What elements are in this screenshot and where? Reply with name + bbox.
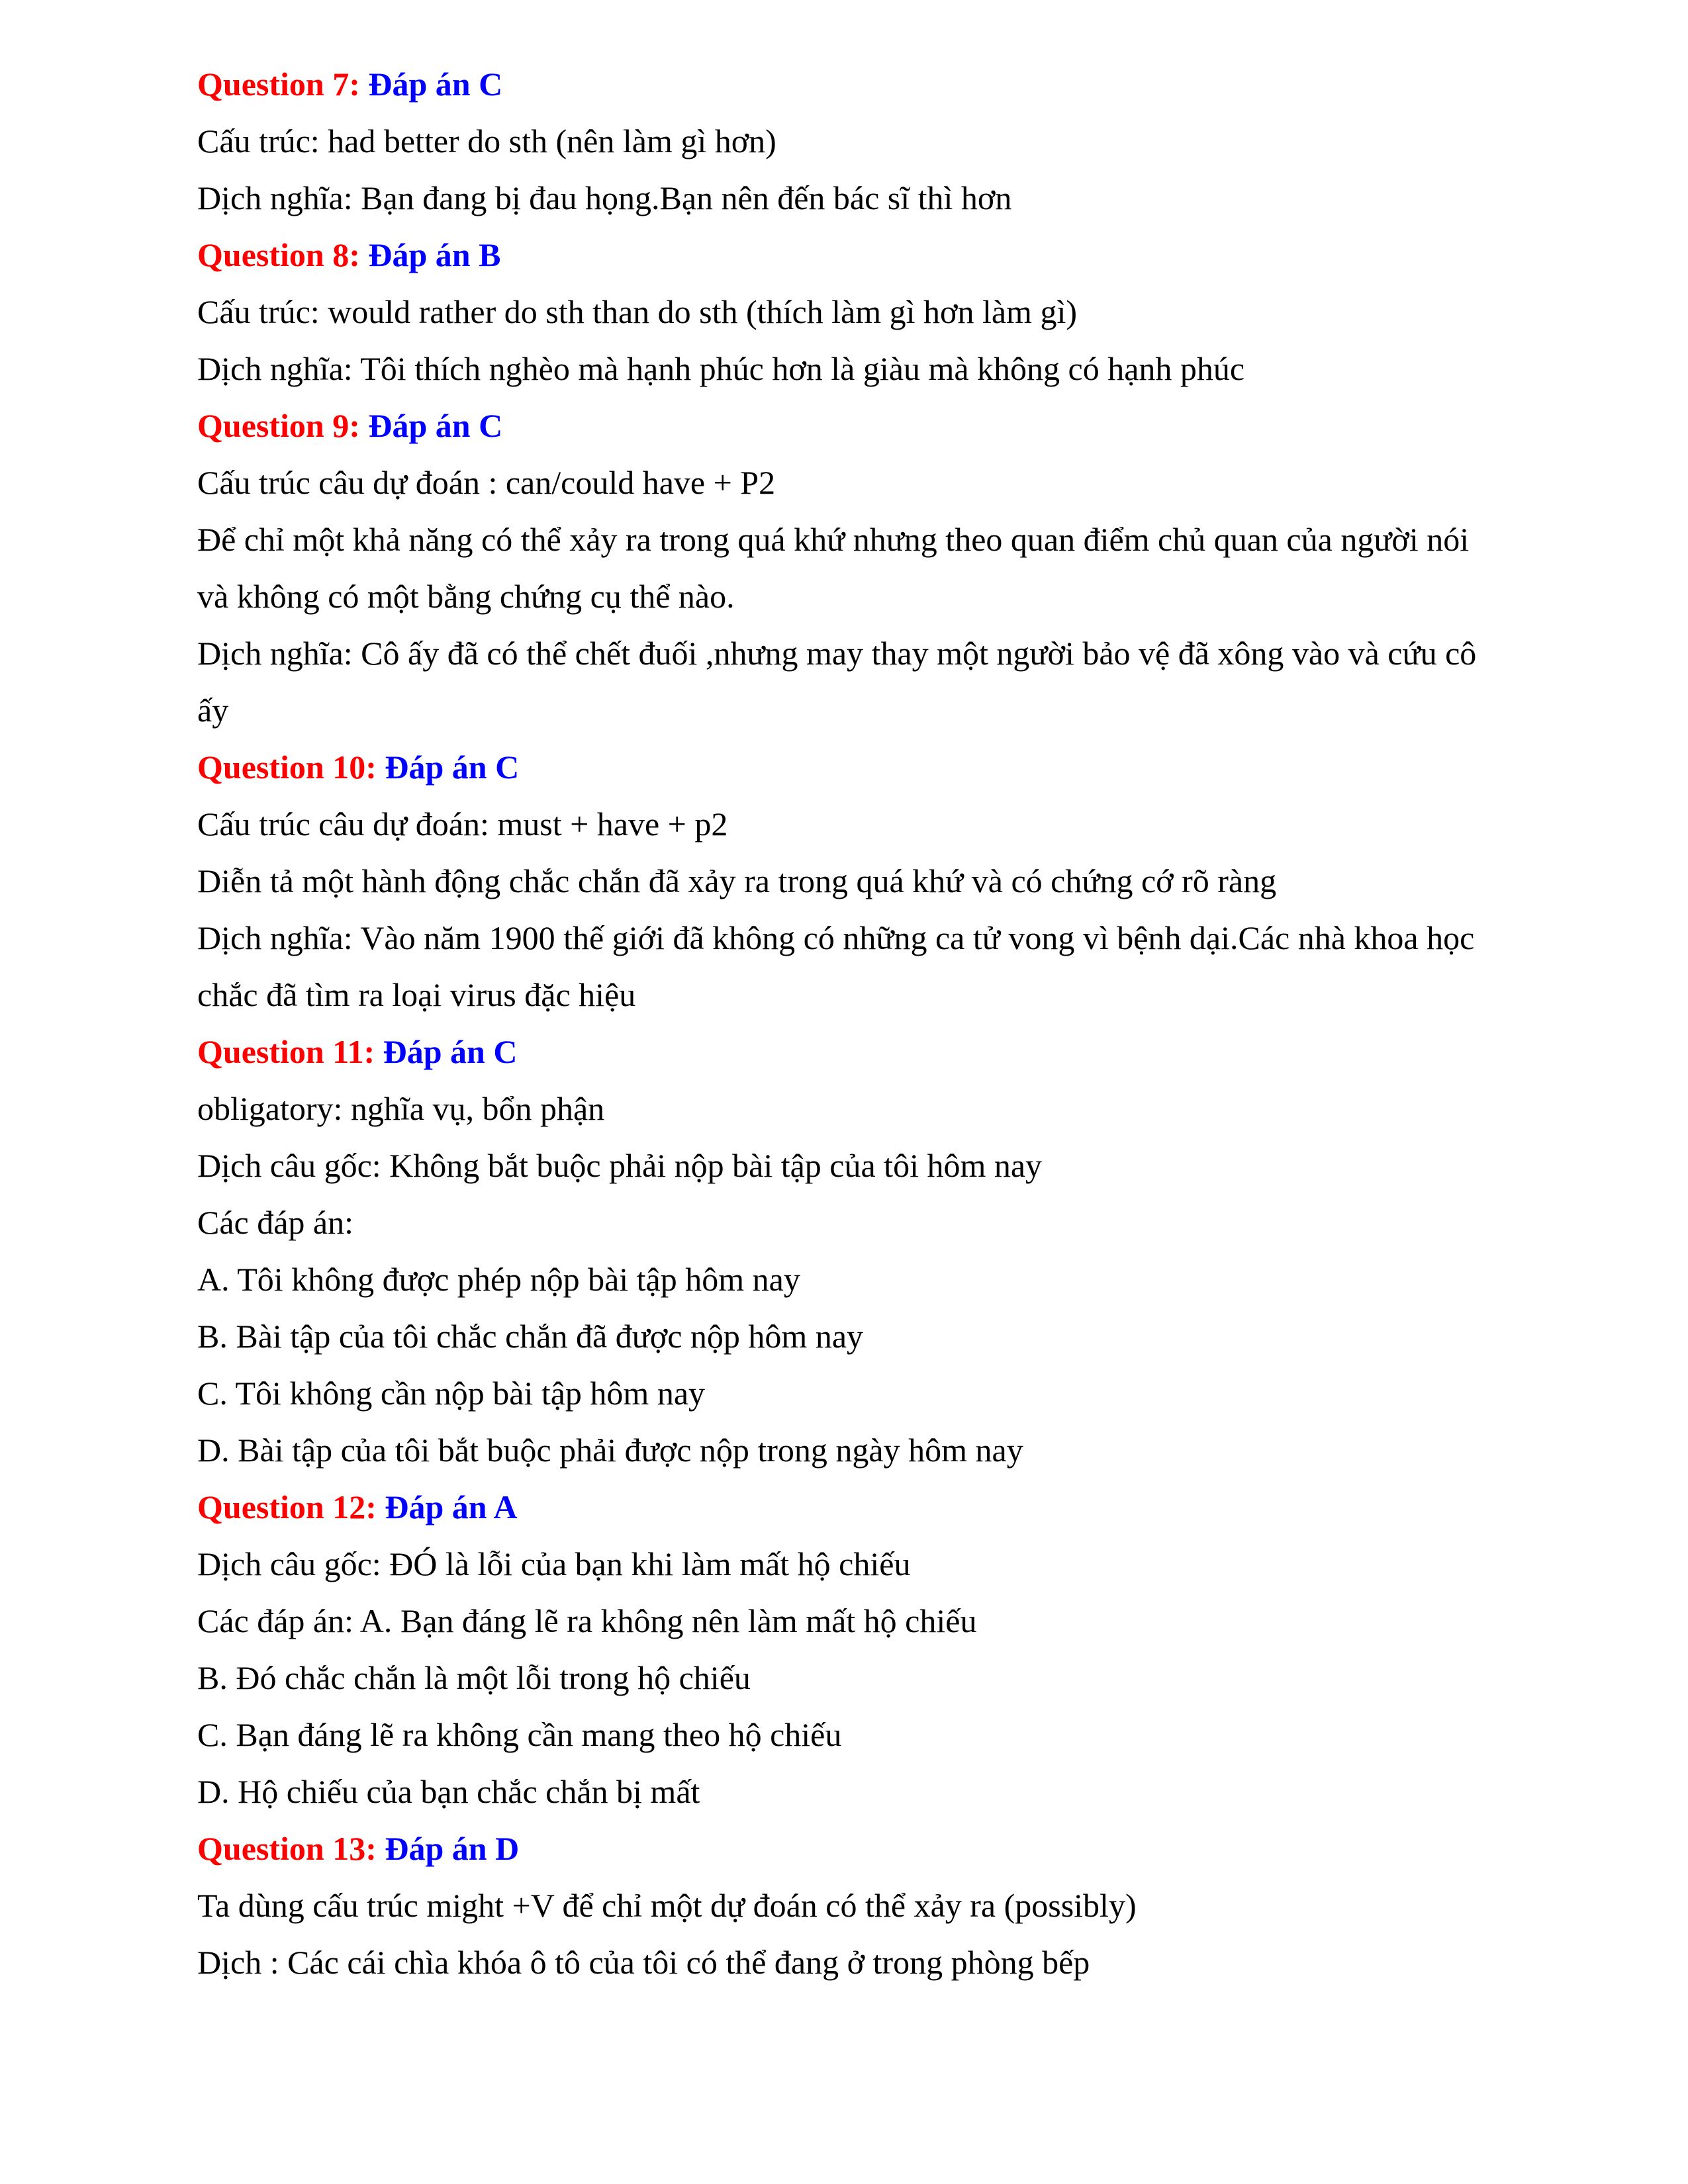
explanation-line: Để chỉ một khả năng có thể xảy ra trong quá khứ nhưng theo quan điểm chủ quan của người nói (197, 521, 1470, 558)
answer-key: Đáp án D (385, 1830, 520, 1867)
question-label: Question 11: (197, 1033, 375, 1070)
question-label: Question 7: (197, 66, 360, 103)
explanation-line: Dịch nghĩa: Vào năm 1900 thế giới đã không có những ca tử vong vì bệnh dại.Các nhà khoa học (197, 919, 1475, 956)
question-heading (197, 397, 1501, 454)
answer-key: Đáp án A (385, 1488, 518, 1525)
answer-key: Đáp án B (368, 236, 501, 273)
answer-option: C. Tôi không cần nộp bài tập hôm nay (197, 1375, 706, 1412)
question-heading (197, 1479, 1501, 1535)
explanation-line: Cấu trúc câu dự đoán : can/could have + P2 (197, 464, 776, 501)
question-label: Question 8: (197, 236, 360, 273)
explanation-line: Cấu trúc: would rather do sth than do sth (thích làm gì hơn làm gì) (197, 293, 1077, 330)
question-heading (197, 226, 1501, 283)
explanation-line: Cấu trúc: had better do sth (nên làm gì hơn) (197, 122, 776, 159)
answer-option: C. Bạn đáng lẽ ra không cần mang theo hộ chiếu (197, 1716, 842, 1753)
answer-option: B. Đó chắc chắn là một lỗi trong hộ chiếu (197, 1659, 751, 1696)
answer-key: Đáp án C (385, 749, 520, 786)
explanation-line: Dịch nghĩa: Bạn đang bị đau họng.Bạn nên đến bác sĩ thì hơn (197, 179, 1012, 216)
explanation-line: ấy (197, 692, 229, 729)
answer-option: A. Tôi không được phép nộp bài tập hôm nay (197, 1261, 800, 1298)
explanation-line: Cấu trúc câu dự đoán: must + have + p2 (197, 805, 728, 842)
answer-key: Đáp án C (383, 1033, 518, 1070)
explanation-line: Ta dùng cấu trúc might +V để chỉ một dự đoán có thể xảy ra (possibly) (197, 1887, 1137, 1924)
document-page (197, 56, 1501, 1991)
answer-option: D. Hộ chiếu của bạn chắc chắn bị mất (197, 1773, 700, 1810)
question-label: Question 10: (197, 749, 377, 786)
answer-option: B. Bài tập của tôi chắc chắn đã được nộp hôm nay (197, 1318, 864, 1355)
answer-option: D. Bài tập của tôi bắt buộc phải được nộp trong ngày hôm nay (197, 1432, 1023, 1469)
answer-key: Đáp án C (368, 407, 503, 444)
question-label: Question 12: (197, 1488, 377, 1525)
question-heading (197, 739, 1501, 796)
question-heading (197, 56, 1501, 113)
explanation-line: và không có một bằng chứng cụ thể nào. (197, 578, 735, 615)
answer-option: Các đáp án: A. Bạn đáng lẽ ra không nên làm mất hộ chiếu (197, 1602, 977, 1639)
explanation-line: Dịch nghĩa: Cô ấy đã có thể chết đuối ,nhưng may thay một người bảo vệ đã xông vào và cứu cô (197, 635, 1477, 672)
question-label: Question 13: (197, 1830, 377, 1867)
answer-key: Đáp án C (368, 66, 503, 103)
explanation-line: Các đáp án: (197, 1204, 354, 1241)
question-label: Question 9: (197, 407, 360, 444)
explanation-line: chắc đã tìm ra loại virus đặc hiệu (197, 976, 636, 1013)
explanation-line: Dịch nghĩa: Tôi thích nghèo mà hạnh phúc hơn là giàu mà không có hạnh phúc (197, 350, 1245, 387)
explanation-line: Diễn tả một hành động chắc chắn đã xảy ra trong quá khứ và có chứng cớ rõ ràng (197, 862, 1277, 899)
question-heading (197, 1820, 1501, 1877)
explanation-line: Dịch : Các cái chìa khóa ô tô của tôi có thể đang ở trong phòng bếp (197, 1944, 1090, 1981)
explanation-line: obligatory: nghĩa vụ, bổn phận (197, 1090, 605, 1127)
question-heading (197, 1023, 1501, 1080)
explanation-line: Dịch câu gốc: ĐÓ là lỗi của bạn khi làm mất hộ chiếu (197, 1545, 911, 1582)
explanation-line: Dịch câu gốc: Không bắt buộc phải nộp bài tập của tôi hôm nay (197, 1147, 1043, 1184)
